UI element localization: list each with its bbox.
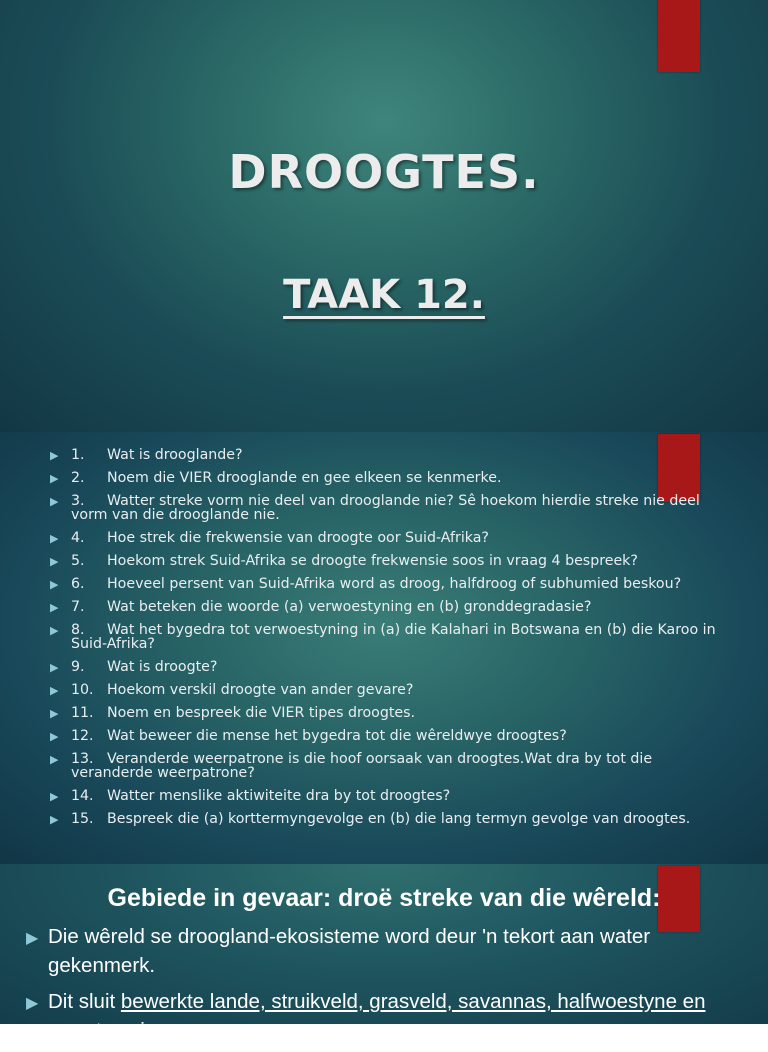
question-item — [48, 531, 738, 546]
right-triangle-bullet-icon: ▶ — [50, 555, 59, 569]
question-number: 2. — [71, 469, 85, 486]
question-number: 9. — [71, 659, 85, 676]
question-number: 15. — [71, 810, 94, 827]
question-item — [48, 683, 738, 698]
question-text: Hoe strek die frekwensie van droogte oor Suid-Afrika? — [107, 530, 489, 547]
bullet-text-underlined: bewerkte lande, struikveld, grasveld, savannas, halfwoestyne en woestyne in. — [48, 990, 706, 1042]
list-item — [26, 987, 746, 1045]
question-text: Hoekom strek Suid-Afrika se droogte frekwensie soos in vraag 4 bespreek? — [107, 553, 638, 570]
question-item — [48, 789, 738, 804]
question-item — [48, 812, 738, 827]
question-text: Wat is drooglande? — [107, 447, 243, 463]
right-triangle-bullet-icon: ▶ — [50, 471, 59, 485]
right-triangle-bullet-icon: ▶ — [50, 661, 59, 675]
question-item — [48, 752, 738, 781]
right-triangle-bullet-icon: ▶ — [26, 930, 39, 947]
question-number: 12. — [71, 727, 94, 744]
question-text: Watter menslike aktiwiteite dra by tot droogtes? — [107, 788, 451, 805]
question-list — [48, 448, 738, 835]
question-number: 10. — [71, 682, 94, 699]
section-title: Gebiede in gevaar: droë streke van die wêreld: — [107, 884, 661, 912]
question-text: Hoekom verskil droogte van ander gevare? — [107, 682, 414, 699]
question-item — [48, 554, 738, 569]
question-item — [48, 660, 738, 675]
question-number: 8. — [71, 621, 85, 638]
question-item — [48, 577, 738, 592]
list-item — [26, 922, 746, 980]
right-triangle-bullet-icon: ▶ — [50, 752, 59, 766]
right-triangle-bullet-icon: ▶ — [50, 684, 59, 698]
question-number: 4. — [71, 530, 85, 547]
right-triangle-bullet-icon: ▶ — [50, 790, 59, 804]
question-number: 13. — [71, 750, 94, 767]
question-number: 11. — [71, 704, 94, 721]
question-item — [48, 706, 738, 721]
question-text: Bespreek die (a) korttermyngevolge en (b) die lang termyn gevolge van droogtes. — [107, 810, 691, 827]
page-title: DROOGTES. — [228, 145, 540, 199]
question-text: Veranderde weerpatrone is die hoof oorsaak van droogtes.Wat dra by tot die veranderde weerpatrone? — [71, 750, 653, 782]
question-text: Noem en bespreek die VIER tipes droogtes. — [107, 704, 416, 721]
question-text: Wat beteken die woorde (a) verwoestyning en (b) gronddegradasie? — [107, 598, 592, 615]
question-number: 1. — [71, 447, 85, 463]
question-number: 14. — [71, 788, 94, 805]
right-triangle-bullet-icon: ▶ — [50, 706, 59, 720]
question-number: 7. — [71, 598, 85, 615]
accent-bar — [658, 0, 700, 72]
question-text: Hoeveel persent van Suid-Afrika word as droog, halfdroog of subhumied beskou? — [107, 575, 682, 592]
question-number: 6. — [71, 575, 85, 592]
question-text: Wat is droogte? — [107, 659, 218, 676]
bullet-text-prefix: Dit sluit — [48, 990, 121, 1013]
question-item — [48, 448, 738, 463]
subtitle-text: TAAK 12. — [283, 272, 485, 318]
question-item — [48, 729, 738, 744]
right-triangle-bullet-icon: ▶ — [26, 995, 39, 1012]
question-item — [48, 600, 738, 615]
right-triangle-bullet-icon: ▶ — [50, 600, 59, 614]
right-triangle-bullet-icon: ▶ — [50, 729, 59, 743]
page-subtitle — [0, 272, 768, 318]
right-triangle-bullet-icon: ▶ — [50, 623, 59, 637]
question-item — [48, 494, 738, 523]
question-number: 3. — [71, 492, 85, 509]
question-text: Wat beweer die mense het bygedra tot die wêreldwye droogtes? — [107, 727, 567, 744]
slide-title — [0, 0, 768, 432]
right-triangle-bullet-icon: ▶ — [50, 494, 59, 508]
question-text: Noem die VIER drooglande en gee elkeen se kenmerke. — [107, 469, 502, 486]
right-triangle-bullet-icon: ▶ — [50, 577, 59, 591]
bullet-text: Die wêreld se droogland-ekosisteme word deur 'n tekort aan water gekenmerk. — [48, 925, 651, 977]
bullet-list — [26, 922, 746, 1052]
question-text: Watter streke vorm nie deel van drooglande nie? Sê hoekom hierdie streke nie deel vorm van die drooglande nie. — [71, 492, 700, 524]
question-item — [48, 623, 738, 652]
right-triangle-bullet-icon: ▶ — [50, 812, 59, 826]
slide-regions — [0, 864, 768, 1042]
question-item — [48, 471, 738, 486]
question-number: 5. — [71, 553, 85, 570]
right-triangle-bullet-icon: ▶ — [50, 532, 59, 546]
question-text: Wat het bygedra tot verwoestyning in (a) die Kalahari in Botswana en (b) die Karoo in Suid-Afrika? — [71, 621, 716, 653]
right-triangle-bullet-icon: ▶ — [50, 449, 59, 462]
